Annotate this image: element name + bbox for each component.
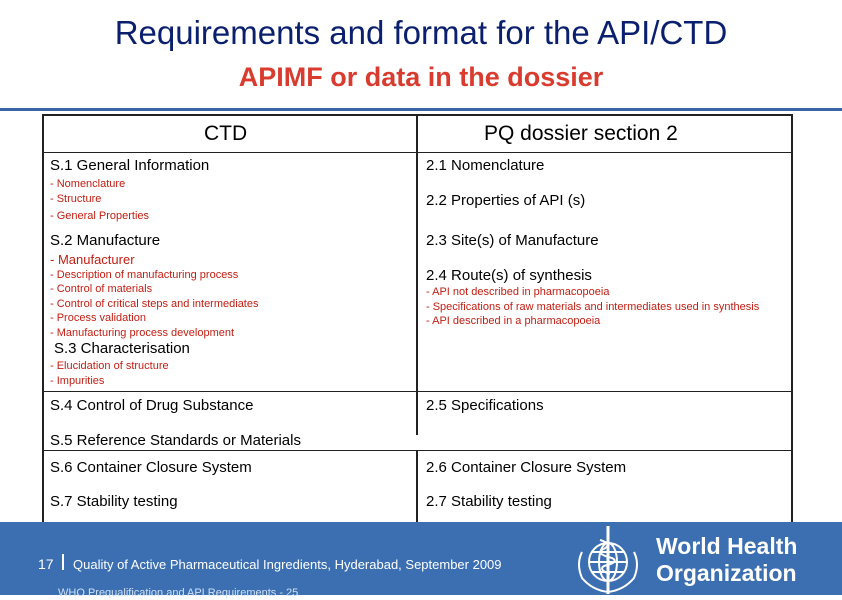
footer-caption: Quality of Active Pharmaceutical Ingredients, Hyderabad, September 2009	[73, 557, 502, 572]
section-21-title: 2.1 Nomenclature	[426, 157, 545, 174]
column-divider-lower	[416, 450, 418, 524]
who-wordmark	[656, 533, 797, 587]
footer-extra-line: WHO Prequalification and API Requirements - 25	[58, 587, 299, 599]
column-divider	[416, 116, 418, 435]
page-number: 17	[38, 556, 54, 572]
list-item: - General Properties	[50, 210, 150, 223]
row-divider-s6	[44, 450, 791, 451]
slide-subtitle: APIMF or data in the dossier	[238, 62, 604, 92]
list-item: - Impurities	[50, 374, 105, 387]
list-item: - Process validation	[50, 312, 146, 325]
section-s3-list	[50, 359, 169, 388]
list-item: - Structure	[50, 192, 102, 205]
who-wordmark-line1: World Health	[656, 533, 798, 559]
section-24-title: 2.4 Route(s) of synthesis	[426, 267, 592, 284]
list-item: - Control of critical steps and intermediates	[50, 297, 259, 310]
list-item: - Specifications of raw materials and intermediates used in synthesis	[426, 300, 760, 313]
footer-separator	[62, 554, 64, 570]
section-s4-title: S.4 Control of Drug Substance	[50, 397, 254, 414]
section-s5-title: S.5 Reference Standards or Materials	[50, 432, 301, 449]
list-item: - Manufacturer	[50, 252, 135, 267]
section-s2-title: S.2 Manufacture	[50, 232, 161, 249]
section-s7-title: S.7 Stability testing	[50, 493, 178, 510]
column-header-pq: PQ dossier section 2	[484, 122, 678, 145]
header-row-divider	[44, 152, 791, 153]
section-27-title: 2.7 Stability testing	[426, 493, 552, 510]
section-s3-title: S.3 Characterisation	[54, 340, 190, 357]
slide-title: Requirements and format for the API/CTD	[114, 14, 728, 51]
list-item: - Description of manufacturing process	[50, 268, 239, 281]
list-item: - Control of materials	[50, 283, 153, 296]
section-s1-list	[50, 177, 149, 224]
list-item: - API not described in pharmacopoeia	[426, 286, 610, 298]
section-26-title: 2.6 Container Closure System	[426, 459, 627, 476]
section-24-list	[426, 285, 771, 329]
section-s2-list	[50, 253, 370, 341]
section-s1-title: S.1 General Information	[50, 157, 210, 174]
section-s6-title: S.6 Container Closure System	[50, 459, 252, 476]
column-header-ctd: CTD	[204, 122, 248, 145]
list-item: - API described in a pharmacopoeia	[426, 315, 601, 328]
section-23-title: 2.3 Site(s) of Manufacture	[426, 232, 599, 249]
list-item: - Nomenclature	[50, 178, 126, 190]
row-divider-s4	[44, 391, 791, 392]
header-rule	[0, 108, 842, 111]
section-25-title: 2.5 Specifications	[426, 397, 544, 414]
comparison-table	[42, 114, 793, 526]
who-wordmark-line2: Organization	[656, 560, 797, 586]
section-22-title: 2.2 Properties of API (s)	[426, 192, 586, 209]
list-item: - Elucidation of structure	[50, 360, 169, 372]
list-item: - Manufacturing process development	[50, 326, 235, 339]
who-emblem-icon	[570, 522, 654, 595]
